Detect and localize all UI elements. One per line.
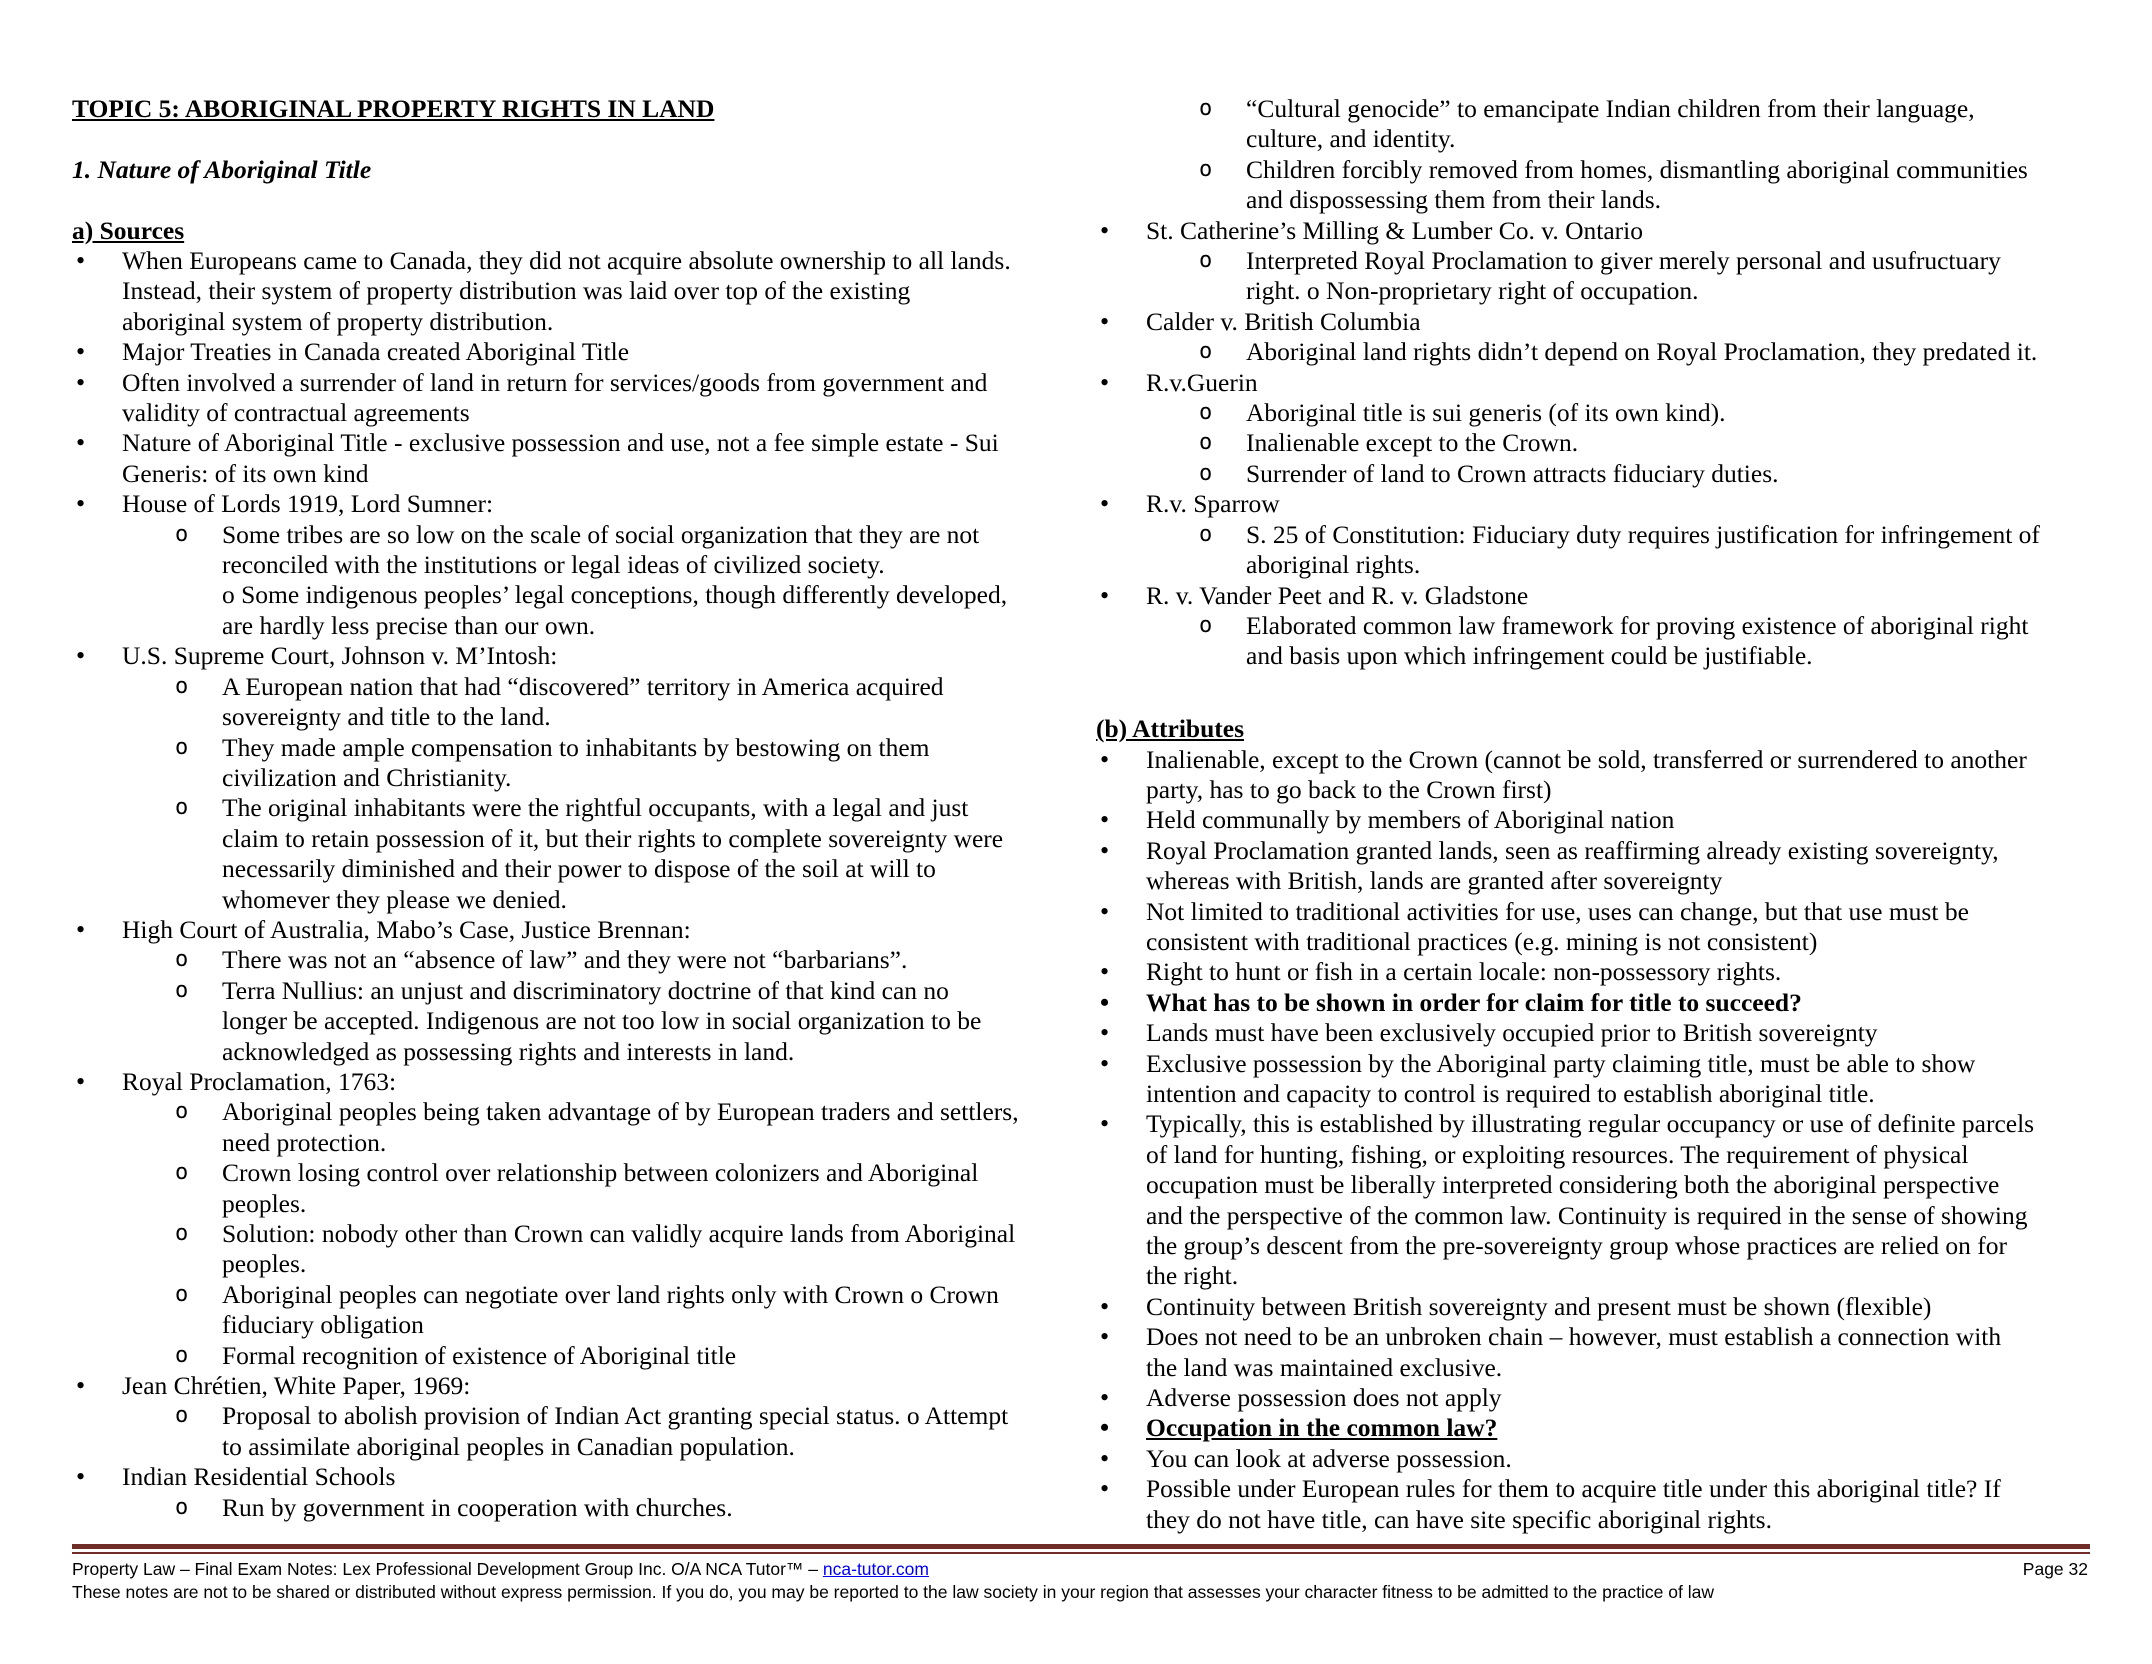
bullet-item xyxy=(1096,216,2096,246)
text-line: validity of contractual agreements xyxy=(122,398,470,428)
text-line: peoples. xyxy=(222,1249,307,1279)
text-line: • Nature of Aboriginal Title - exclusive possession and use, not a fee simple estate - Sui xyxy=(72,428,1077,458)
bullet-item xyxy=(72,915,1077,945)
text-line: whereas with British, lands are granted after sovereignty xyxy=(1146,866,1723,896)
text-line: o Solution: nobody other than Crown can validly acquire lands from Aboriginal xyxy=(72,1219,1077,1249)
sub-bullet-item xyxy=(72,976,1077,1067)
text-line: • R. v. Vander Peet and R. v. Gladstone xyxy=(1096,581,2096,611)
footer-rule-thin xyxy=(72,1552,2090,1554)
text-line: o Inalienable except to the Crown. xyxy=(1096,428,2096,458)
text-line: they do not have title, can have site specific aboriginal rights. xyxy=(1146,1504,1772,1534)
text-line: Instead, their system of property distribution was laid over top of the existing xyxy=(122,276,911,306)
text-line: the land was maintained exclusive. xyxy=(1146,1352,1503,1382)
sub-bullet-item xyxy=(72,1097,1077,1158)
bullet-item xyxy=(1096,368,2096,398)
text-line: • What has to be shown in order for claim for title to succeed? xyxy=(1096,988,2096,1018)
bullet-item xyxy=(1096,1413,2096,1443)
sub-bullet-item xyxy=(1096,428,2096,458)
right-column xyxy=(1096,94,2096,1535)
text-line: • Exclusive possession by the Aboriginal party claiming title, must be able to show xyxy=(1096,1049,2096,1079)
spacer xyxy=(1096,672,2096,702)
sub-bullet-item xyxy=(1096,246,2096,307)
footer-text: Property Law – Final Exam Notes: Lex Professional Development Group Inc. O/A NCA Tutor™ – xyxy=(72,1559,823,1579)
text-line: o “Cultural genocide” to emancipate Indian children from their language, xyxy=(1096,94,2096,124)
sub-bullet-item xyxy=(72,520,1077,642)
sub-bullet-item xyxy=(72,1280,1077,1341)
text-line: are hardly less precise than our own. xyxy=(222,610,596,640)
text-line: o A European nation that had “discovered” territory in America acquired xyxy=(72,672,1077,702)
text-line: • Calder v. British Columbia xyxy=(1096,307,2096,337)
text-line: • Lands must have been exclusively occupied prior to British sovereignty xyxy=(1096,1018,2096,1048)
bullet-item xyxy=(1096,745,2096,806)
sub-bullet-item xyxy=(1096,459,2096,489)
text-line: o They made ample compensation to inhabitants by bestowing on them xyxy=(72,733,1077,763)
text-line: • Adverse possession does not apply xyxy=(1096,1383,2096,1413)
text-line: party, has to go back to the Crown first) xyxy=(1146,774,1552,804)
bullet-item xyxy=(1096,1322,2096,1383)
text-line: o Interpreted Royal Proclamation to giver merely personal and usufructuary xyxy=(1096,246,2096,276)
footer-link[interactable]: nca-tutor.com xyxy=(822,1559,929,1579)
sub-bullet-item xyxy=(1096,520,2096,581)
text-line: o Run by government in cooperation with churches. xyxy=(72,1493,1077,1523)
spacer xyxy=(72,124,1077,154)
section-heading: 1. Nature of Aboriginal Title xyxy=(72,154,372,184)
sub-bullet-item xyxy=(72,1219,1077,1280)
sub-bullet-item xyxy=(72,1401,1077,1462)
text-line: • Right to hunt or fish in a certain locale: non-possessory rights. xyxy=(1096,957,2096,987)
section-heading: (b) Attributes xyxy=(1096,714,1245,744)
footer-line-1 xyxy=(72,1558,929,1580)
bullet-item xyxy=(1096,897,2096,958)
sub-bullet-item xyxy=(72,945,1077,975)
text-line: • You can look at adverse possession. xyxy=(1096,1444,2096,1474)
text-line: o The original inhabitants were the rightful occupants, with a legal and just xyxy=(72,793,1077,823)
bullet-item xyxy=(1096,1292,2096,1322)
sub-bullet-item xyxy=(1096,611,2096,672)
bullet-item xyxy=(1096,581,2096,611)
text-line: • Often involved a surrender of land in return for services/goods from government and xyxy=(72,368,1077,398)
footer-rule-thick xyxy=(72,1544,2090,1549)
text-line: whomever they please we denied. xyxy=(222,884,567,914)
text-line: • Held communally by members of Aboriginal nation xyxy=(1096,805,2096,835)
text-line: consistent with traditional practices (e.g. mining is not consistent) xyxy=(1146,926,1818,956)
page-number: Page 32 xyxy=(2022,1559,2088,1579)
sub-bullet-item xyxy=(72,1341,1077,1371)
bullet-item xyxy=(1096,988,2096,1018)
text-line: the right. xyxy=(1146,1261,1239,1291)
text-line: o Some indigenous peoples’ legal conceptions, though differently developed, xyxy=(222,580,1008,610)
section-heading: a) Sources xyxy=(72,215,185,245)
text-line: fiduciary obligation xyxy=(222,1310,424,1340)
left-column xyxy=(72,94,1077,1523)
text-line: culture, and identity. xyxy=(1246,124,1456,154)
text-line: longer be accepted. Indigenous are not too low in social organization to be xyxy=(222,1006,982,1036)
text-line: sovereignty and title to the land. xyxy=(222,702,551,732)
text-line: right. o Non-proprietary right of occupation. xyxy=(1246,276,1699,306)
text-line: • Does not need to be an unbroken chain – however, must establish a connection with xyxy=(1096,1322,2096,1352)
text-line: • St. Catherine’s Milling & Lumber Co. v. Ontario xyxy=(1096,216,2096,246)
bullet-item xyxy=(1096,489,2096,519)
text-line: • High Court of Australia, Mabo’s Case, Justice Brennan: xyxy=(72,915,1077,945)
text-line: • U.S. Supreme Court, Johnson v. M’Intosh: xyxy=(72,641,1077,671)
text-line: o S. 25 of Constitution: Fiduciary duty requires justification for infringement of xyxy=(1096,520,2096,550)
text-line: • Not limited to traditional activities for use, uses can change, but that use must be xyxy=(1096,897,2096,927)
sub-bullet-item xyxy=(72,793,1077,915)
footer-disclaimer: These notes are not to be shared or distributed without express permission. If you do, you may be reported to the law society in your region that assesses your character fitness to be admitted to the practice of law xyxy=(72,1582,1714,1602)
bullet-item xyxy=(72,1371,1077,1401)
text-line: o There was not an “absence of law” and they were not “barbarians”. xyxy=(72,945,1077,975)
text-line: and the perspective of the common law. Continuity is required in the sense of showing xyxy=(1146,1200,2028,1230)
text-line: o Surrender of land to Crown attracts fiduciary duties. xyxy=(1096,459,2096,489)
bullet-item xyxy=(1096,1444,2096,1474)
bullet-item xyxy=(1096,805,2096,835)
text-line: • R.v.Guerin xyxy=(1096,368,2096,398)
spacer xyxy=(72,185,1077,215)
text-line: o Aboriginal peoples being taken advantage of by European traders and settlers, xyxy=(72,1097,1077,1127)
text-line: • Jean Chrétien, White Paper, 1969: xyxy=(72,1371,1077,1401)
text-line: the group’s descent from the pre-sovereignty group whose practices are relied on for xyxy=(1146,1231,2008,1261)
text-line: • Royal Proclamation, 1763: xyxy=(72,1067,1077,1097)
bullet-item xyxy=(1096,836,2096,897)
sub-bullet-item xyxy=(72,733,1077,794)
text-line: • Indian Residential Schools xyxy=(72,1462,1077,1492)
bullet-item xyxy=(1096,1109,2096,1291)
bullet-item xyxy=(1096,307,2096,337)
text-line: • Occupation in the common law? xyxy=(1096,1413,2096,1443)
section-heading: TOPIC 5: ABORIGINAL PROPERTY RIGHTS IN LAND xyxy=(72,94,715,123)
text-line: and dispossessing them from their lands. xyxy=(1246,185,1662,215)
bullet-item xyxy=(1096,1018,2096,1048)
text-line: o Aboriginal title is sui generis (of its own kind). xyxy=(1096,398,2096,428)
bullet-item xyxy=(1096,957,2096,987)
bullet-item xyxy=(1096,1474,2096,1535)
text-line: of land for hunting, fishing, or exploiting resources. The requirement of physical xyxy=(1146,1139,1969,1169)
text-line: Generis: of its own kind xyxy=(122,458,369,488)
text-line: • House of Lords 1919, Lord Sumner: xyxy=(72,489,1077,519)
text-line: to assimilate aboriginal peoples in Canadian population. xyxy=(222,1431,795,1461)
text-line: reconciled with the institutions or legal ideas of civilized society. xyxy=(222,550,885,580)
bullet-item xyxy=(72,489,1077,519)
text-line: claim to retain possession of it, but their rights to complete sovereignty were xyxy=(222,823,1004,853)
text-line: o Formal recognition of existence of Aboriginal title xyxy=(72,1341,1077,1371)
sub-bullet-item xyxy=(1096,94,2096,155)
text-line: o Aboriginal peoples can negotiate over land rights only with Crown o Crown xyxy=(72,1280,1077,1310)
text-line: o Crown losing control over relationship between colonizers and Aboriginal xyxy=(72,1158,1077,1188)
bullet-item xyxy=(1096,1049,2096,1110)
text-line: aboriginal system of property distribution. xyxy=(122,306,554,336)
spacer xyxy=(1096,702,2096,714)
text-line: o Proposal to abolish provision of Indian Act granting special status. o Attempt xyxy=(72,1401,1077,1431)
text-line: • Possible under European rules for them to acquire title under this aboriginal title? If xyxy=(1096,1474,2096,1504)
bullet-item xyxy=(72,368,1077,429)
text-line: acknowledged as possessing rights and interests in land. xyxy=(222,1036,795,1066)
sub-bullet-item xyxy=(1096,337,2096,367)
text-line: aboriginal rights. xyxy=(1246,550,1421,580)
text-line: • Typically, this is established by illustrating regular occupancy or use of definite parcels xyxy=(1096,1109,2096,1139)
text-line: civilization and Christianity. xyxy=(222,762,512,792)
text-line: • Inalienable, except to the Crown (cannot be sold, transferred or surrendered to another xyxy=(1096,745,2096,775)
bullet-item xyxy=(1096,1383,2096,1413)
sub-bullet-item xyxy=(72,1493,1077,1523)
bullet-item xyxy=(72,428,1077,489)
text-line: and basis upon which infringement could be justifiable. xyxy=(1246,641,1813,671)
text-line: • Major Treaties in Canada created Aboriginal Title xyxy=(72,337,1077,367)
text-line: o Terra Nullius: an unjust and discriminatory doctrine of that kind can no xyxy=(72,976,1077,1006)
text-line: • Continuity between British sovereignty and present must be shown (flexible) xyxy=(1096,1292,2096,1322)
text-line: • Royal Proclamation granted lands, seen as reaffirming already existing sovereignty, xyxy=(1096,836,2096,866)
bullet-item xyxy=(72,337,1077,367)
sub-bullet-item xyxy=(72,1158,1077,1219)
text-line: need protection. xyxy=(222,1127,387,1157)
text-line: • When Europeans came to Canada, they did not acquire absolute ownership to all lands. xyxy=(72,246,1077,276)
bullet-item xyxy=(72,1067,1077,1097)
text-line: peoples. xyxy=(222,1188,307,1218)
text-line: • R.v. Sparrow xyxy=(1096,489,2096,519)
text-line: necessarily diminished and their power to dispose of the soil at will to xyxy=(222,854,936,884)
text-line: o Aboriginal land rights didn’t depend on Royal Proclamation, they predated it. xyxy=(1096,337,2096,367)
text-line: occupation must be liberally interpreted considering both the aboriginal perspective xyxy=(1146,1170,2000,1200)
sub-bullet-item xyxy=(72,672,1077,733)
text-line: o Elaborated common law framework for proving existence of aboriginal right xyxy=(1096,611,2096,641)
bullet-item xyxy=(72,641,1077,671)
bullet-item xyxy=(72,1462,1077,1492)
text-line: o Children forcibly removed from homes, dismantling aboriginal communities xyxy=(1096,155,2096,185)
text-line: intention and capacity to control is required to establish aboriginal title. xyxy=(1146,1078,1875,1108)
sub-bullet-item xyxy=(1096,155,2096,216)
sub-bullet-item xyxy=(1096,398,2096,428)
text-line: o Some tribes are so low on the scale of social organization that they are not xyxy=(72,520,1077,550)
bullet-item xyxy=(72,246,1077,337)
